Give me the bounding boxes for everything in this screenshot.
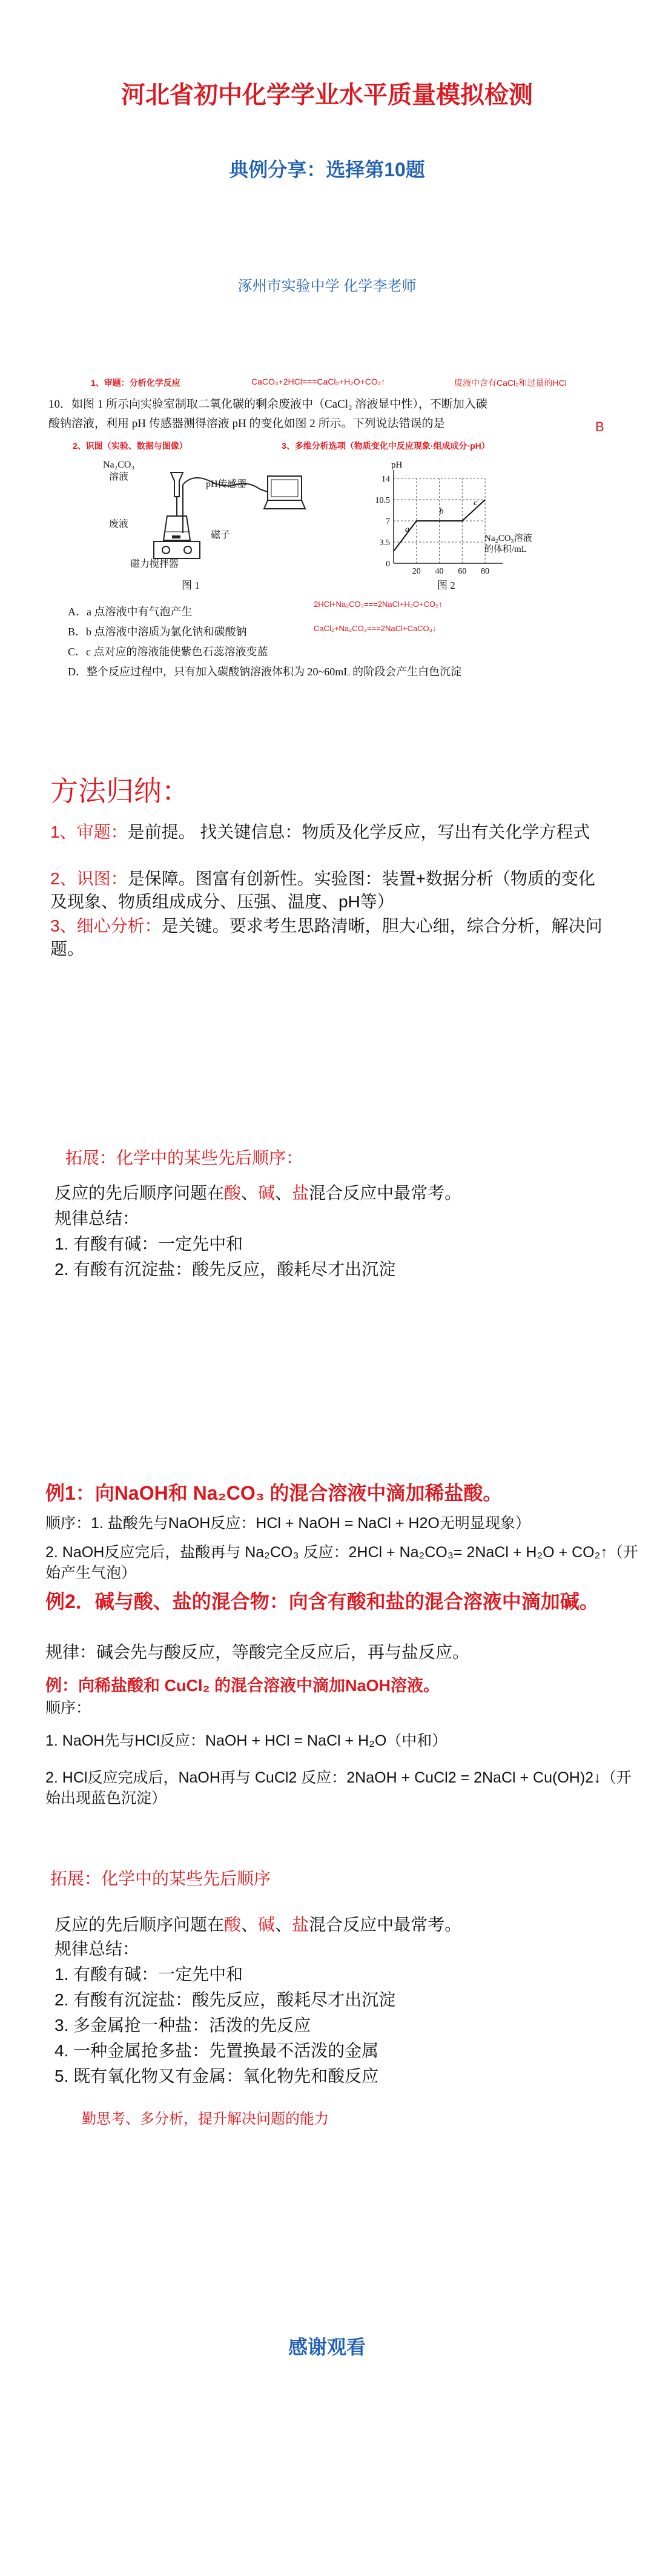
example2-title: 例2．碱与酸、盐的混合物：向含有酸和盐的混合溶液中滴加碱。 bbox=[45, 1591, 599, 1612]
author: 涿州市实验中学 化学李老师 bbox=[237, 278, 417, 294]
method-point-1 bbox=[50, 821, 595, 844]
extension1-sep1: 、 bbox=[241, 1184, 259, 1202]
extension2-rule-5: 5. 既有氧化物又有金属：氧化物先和酸反应 bbox=[54, 2067, 379, 2085]
curve-point-c: c bbox=[474, 498, 478, 508]
example1-step1-text: 1. 盐酸先与NaOH反应：HCl + NaOH = NaCl + H2O无明显现象） bbox=[91, 1515, 530, 1532]
example1-order-label: 顺序： bbox=[45, 1515, 91, 1532]
subtitle: 典例分享：选择第10题 bbox=[229, 159, 425, 180]
annotation-step3: 3、多维分析选项（物质变化中反应现象·组成成分·pH） bbox=[282, 441, 490, 451]
extension2-intro-pre: 反应的先后顺序问题在 bbox=[54, 1915, 225, 1934]
x-tick-label: 40 bbox=[435, 567, 444, 576]
annotation-step1: 1、审题：分析化学反应 bbox=[91, 378, 180, 388]
option-d: D．整个反应过程中，只有加入碳酸钠溶液体积为 20~60mL 的阶段会产生白色沉淀 bbox=[68, 666, 462, 678]
extension2-rule-2: 2. 有酸有沉淀盐：酸先反应，酸耗尽才出沉淀 bbox=[54, 1990, 396, 2009]
y-tick-label: 10.5 bbox=[375, 496, 390, 505]
figure1-waste-label: 废液 bbox=[109, 519, 129, 529]
annotation-equation3: CaCl₂+Na₂CO₃===2NaCl+CaCO₃↓ bbox=[314, 624, 437, 633]
figure2-xlabel-line2: 的体积/mL bbox=[484, 545, 527, 554]
figure1-apparatus bbox=[127, 460, 315, 563]
figure1-stirrer-label: 磁力搅拌器 bbox=[130, 559, 179, 569]
curve-point-a: a bbox=[405, 525, 409, 534]
figure2-caption: 图 2 bbox=[437, 580, 455, 591]
extension1-sep2: 、 bbox=[275, 1184, 292, 1202]
y-tick-label: 7 bbox=[386, 517, 390, 526]
method-point-1-text: 是前提。 找关键信息：物质及化学反应，写出有关化学方程式 bbox=[127, 823, 590, 841]
example2-rule: 规律：碱会先与酸反应，等酸完全反应后，再与盐反应。 bbox=[45, 1643, 470, 1661]
example2-step2: 2. HCl反应完成后，NaOH再与 CuCl2 反应：2NaOH + CuCl2 = 2NaCl + Cu(OH)2↓（开始出现蓝色沉淀） bbox=[45, 1769, 632, 1807]
figure1-sensor-label: pH传感器 bbox=[206, 479, 247, 489]
annotation-equation1: CaCO₃+2HCl===CaCl₂+H₂O+CO₂↑ bbox=[251, 377, 386, 386]
x-tick-label: 60 bbox=[458, 567, 467, 576]
figure1-reagent-formula: Na₂CO₃ bbox=[103, 460, 135, 470]
extension1-rule-1: 1. 有酸有碱：一定先中和 bbox=[54, 1234, 243, 1253]
extension1-rule-2: 2. 有酸有沉淀盐：酸先反应，酸耗尽才出沉淀 bbox=[54, 1260, 396, 1279]
figure1-caption: 图 1 bbox=[182, 580, 200, 591]
y-tick-label: 0 bbox=[386, 560, 390, 569]
keyword-acid: 酸 bbox=[224, 1184, 242, 1202]
x-tick-label: 20 bbox=[412, 567, 421, 576]
keyword-salt-2: 盐 bbox=[292, 1915, 309, 1934]
question-line-2: 酸钠溶液，利用 pH 传感器测得溶液 pH 的变化如图 2 所示。下列说法错误的是 bbox=[48, 417, 445, 430]
extension2-intro bbox=[54, 1913, 630, 1937]
keyword-acid-2: 酸 bbox=[224, 1915, 242, 1934]
method-point-3 bbox=[50, 915, 607, 961]
thanks-text: 感谢观看 bbox=[288, 2336, 366, 2358]
extension2-rule-3: 3. 多金属抢一种盐：活泼的先反应 bbox=[54, 2016, 311, 2035]
method-point-2 bbox=[50, 867, 595, 913]
method-point-1-key: 1、审题： bbox=[50, 823, 128, 841]
extension2-rules-label: 规律总结： bbox=[54, 1939, 140, 1958]
extension1-title: 拓展：化学中的某些先后顺序： bbox=[65, 1148, 303, 1167]
keyword-base: 碱 bbox=[258, 1184, 276, 1202]
motto: 勤思考、多分析，提升解决问题的能力 bbox=[82, 2111, 329, 2127]
figure1-reagent-solution: 溶液 bbox=[109, 472, 129, 482]
annotation-step2: 2、识图（实验、数据与图像） bbox=[73, 441, 188, 451]
annotation-equation2: 2HCl+Na₂CO₃===2NaCl+H₂O+CO₂↑ bbox=[314, 600, 443, 609]
option-a: A．a 点溶液中有气泡产生 bbox=[68, 606, 193, 618]
method-point-2-text: 是保障。图富有创新性。实验图：装置+数据分析（物质的变化及现象、物质组成成分、压强、温度、pH等） bbox=[50, 869, 595, 911]
extension2-intro-post: 混合反应中最常考。 bbox=[309, 1915, 462, 1934]
example1-step1 bbox=[45, 1513, 639, 1534]
figure2-xlabel-line1: Na₂CO₃溶液 bbox=[484, 534, 532, 543]
example1-step2: 2. NaOH反应完后，盐酸再与 Na₂CO₃ 反应：2HCl + Na₂CO₃= 2NaCl + H₂O + CO₂↑（开始产生气泡） bbox=[45, 1544, 638, 1581]
keyword-salt: 盐 bbox=[292, 1184, 309, 1202]
answer-mark: B bbox=[595, 419, 604, 434]
example2-order-label: 顺序： bbox=[45, 1700, 91, 1717]
extension1-rules-label: 规律总结： bbox=[54, 1209, 140, 1228]
option-b: B．b 点溶液中溶质为氯化钠和碳酸钠 bbox=[68, 626, 247, 638]
example2-step1: 1. NaOH先与HCl反应：NaOH + HCl = NaCl + H₂O（中和） bbox=[45, 1732, 448, 1749]
method-point-3-text: 是关键。要求考生思路清晰，胆大心细，综合分析，解决问题。 bbox=[50, 916, 603, 958]
option-c: C．c 点对应的溶液能使紫色石蕊溶液变蓝 bbox=[68, 646, 268, 658]
annotation-waste-note: 废液中含有CaCl₂和过量的HCl bbox=[454, 378, 567, 388]
method-heading: 方法归纳： bbox=[50, 775, 190, 807]
y-tick-label: 3.5 bbox=[379, 538, 390, 548]
figure2-chart bbox=[363, 460, 527, 576]
example1-title: 例1：向NaOH和 Na₂CO₃ 的混合溶液中滴加稀盐酸。 bbox=[45, 1482, 503, 1504]
y-tick-label: 14 bbox=[382, 475, 390, 484]
extension2-rule-4: 4. 一种金属抢多盐：先置换最不活泼的金属 bbox=[54, 2041, 379, 2060]
extension1-intro bbox=[54, 1181, 630, 1205]
figure1-magnet-label: 磁子 bbox=[211, 530, 231, 540]
method-point-2-key: 2、识图： bbox=[50, 869, 128, 888]
question-line-1: 10．如图 1 所示向实验室制取二氧化碳的剩余废液中（CaCl₂ 溶液显中性），不断加入碳 bbox=[48, 398, 487, 411]
example2-subtitle: 例：向稀盐酸和 CuCl₂ 的混合溶液中滴加NaOH溶液。 bbox=[45, 1677, 440, 1695]
extension2-rule-1: 1. 有酸有碱：一定先中和 bbox=[54, 1965, 243, 1984]
curve-point-b: b bbox=[439, 507, 444, 516]
keyword-base-2: 碱 bbox=[258, 1915, 276, 1934]
extension2-title: 拓展：化学中的某些先后顺序 bbox=[50, 1869, 271, 1888]
method-point-3-key: 3、细心分析： bbox=[50, 916, 162, 935]
x-tick-label: 80 bbox=[481, 567, 490, 576]
figure2-xlabel bbox=[484, 533, 532, 555]
figure2-plot bbox=[375, 460, 503, 576]
y-axis-label: pH bbox=[391, 460, 403, 470]
extension1-intro-post: 混合反应中最常考。 bbox=[309, 1184, 462, 1202]
page-title: 河北省初中化学学业水平质量模拟检测 bbox=[121, 82, 533, 108]
extension2-sep2: 、 bbox=[275, 1915, 292, 1934]
extension2-sep1: 、 bbox=[241, 1915, 259, 1934]
extension1-intro-pre: 反应的先后顺序问题在 bbox=[54, 1184, 225, 1202]
